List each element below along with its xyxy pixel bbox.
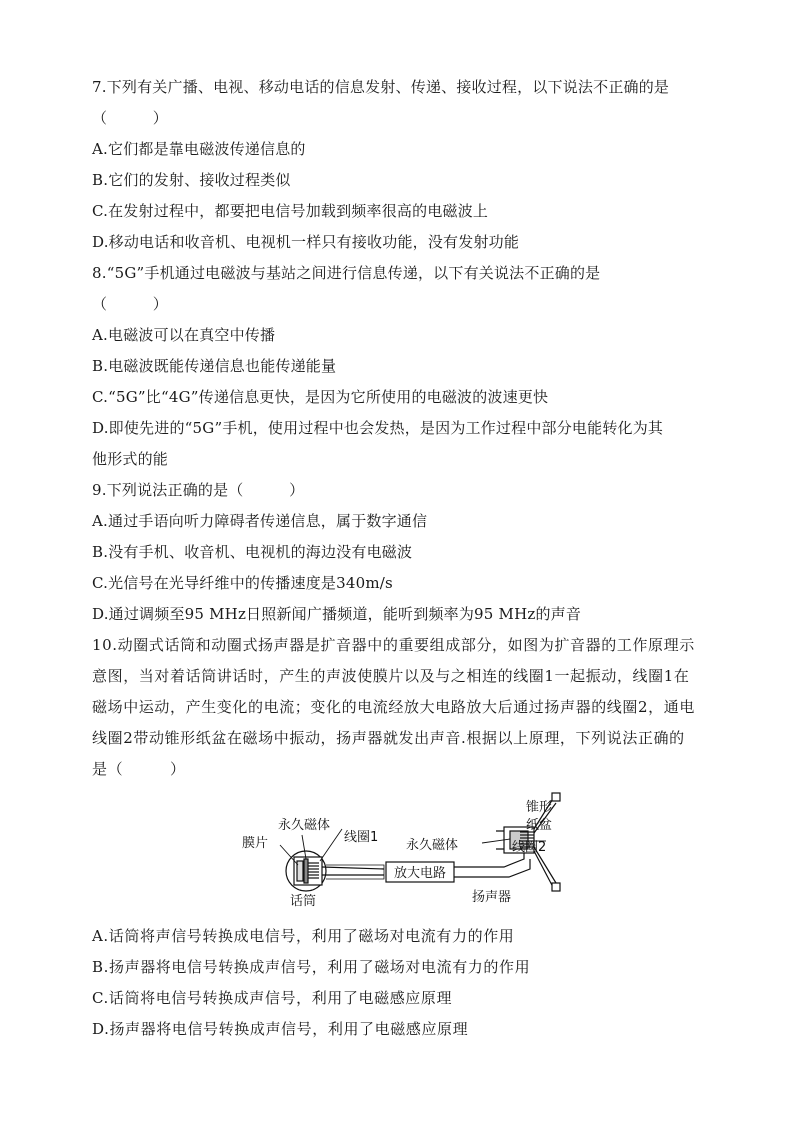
worksheet-page — [92, 72, 706, 1045]
option-c: C.话筒将电信号转换成声信号，利用了电磁感应原理 — [92, 989, 453, 1007]
option-b: B.电磁波既能传递信息也能传递能量 — [92, 357, 337, 375]
question-stem-line-2: 意图，当对着话筒讲话时，产生的声波使膜片以及与之相连的线圈1一起振动，线圈1在 — [92, 667, 690, 685]
option-b: B.它们的发射、接收过程类似 — [92, 171, 291, 189]
cone-top-edge — [552, 793, 560, 801]
amplifier-diagram — [92, 789, 706, 917]
option-d: D.即使先进的“5G”手机，使用过程中也会发热，是因为工作过程中部分电能转化为其 — [92, 419, 664, 437]
option-d: D.通过调频至95 MHz日照新闻广播频道，能听到频率为95 MHz的声音 — [92, 605, 582, 623]
question-stem-line-1: 10.动圈式话筒和动圈式扬声器是扩音器中的重要组成部分，如图为扩音器的工作原理示 — [92, 636, 695, 654]
answer-blank: （ ） — [92, 295, 169, 313]
question-stem-line-3: 磁场中运动，产生变化的电流；变化的电流经放大电路放大后通过扬声器的线圈2，通电 — [92, 698, 695, 716]
question-stem: 7.下列有关广播、电视、移动电话的信息发射、传递、接收过程，以下说法不正确的是 — [92, 78, 670, 96]
magnet-left-shape — [304, 859, 308, 883]
microphone — [286, 851, 384, 891]
question-10 — [92, 630, 706, 1045]
option-c: C.光信号在光导纤维中的传播速度是340m/s — [92, 574, 393, 592]
diaphragm-shape — [297, 861, 303, 881]
label-cone-line-2: 纸盆 — [526, 818, 553, 833]
label-coil-2: 线圈2 — [512, 840, 547, 855]
label-microphone: 话筒 — [290, 894, 317, 909]
label-coil-1: 线圈1 — [344, 830, 379, 845]
question-9 — [92, 475, 706, 630]
label-diaphragm: 膜片 — [242, 836, 269, 851]
question-stem-line-4: 线圈2带动锥形纸盆在磁场中振动，扬声器就发出声音.根据以上原理，下列说法正确的 — [92, 729, 685, 747]
option-c: C.在发射过程中，都要把电信号加载到频率很高的电磁波上 — [92, 202, 489, 220]
option-a: A.话筒将声信号转换成电信号，利用了磁场对电流有力的作用 — [92, 927, 515, 945]
answer-blank: （ ） — [92, 109, 169, 127]
option-d: D.扬声器将电信号转换成声信号，利用了电磁感应原理 — [92, 1020, 469, 1038]
question-stem: 8.“5G”手机通过电磁波与基站之间进行信息传递，以下有关说法不正确的是 — [92, 264, 601, 282]
label-cone-line-1: 锥形 — [526, 800, 553, 815]
option-b: B.扬声器将电信号转换成声信号，利用了磁场对电流有力的作用 — [92, 958, 531, 976]
question-7 — [92, 72, 706, 258]
question-stem: 9.下列说法正确的是（ ） — [92, 481, 305, 499]
option-a: A.它们都是靠电磁波传递信息的 — [92, 140, 306, 158]
option-c: C.“5G”比“4G”传递信息更快，是因为它所使用的电磁波的波速更快 — [92, 388, 549, 406]
label-permanent-magnet-right: 永久磁体 — [406, 838, 459, 853]
option-a: A.通过手语向听力障碍者传递信息，属于数字通信 — [92, 512, 428, 530]
option-d: D.移动电话和收音机、电视机一样只有接收功能，没有发射功能 — [92, 233, 520, 251]
label-amplifier: 放大电路 — [394, 866, 447, 881]
mic-cable — [322, 867, 384, 875]
amplifier-diagram-svg — [234, 789, 564, 917]
option-a: A.电磁波可以在真空中传播 — [92, 326, 276, 344]
label-speaker: 扬声器 — [472, 890, 512, 905]
label-permanent-magnet-left: 永久磁体 — [278, 818, 331, 833]
option-d-continued: 他形式的能 — [92, 450, 169, 468]
option-b: B.没有手机、收音机、电视机的海边没有电磁波 — [92, 543, 413, 561]
question-stem-line-5: 是（ ） — [92, 760, 186, 778]
cone-bottom-edge — [552, 883, 560, 891]
question-8 — [92, 258, 706, 475]
